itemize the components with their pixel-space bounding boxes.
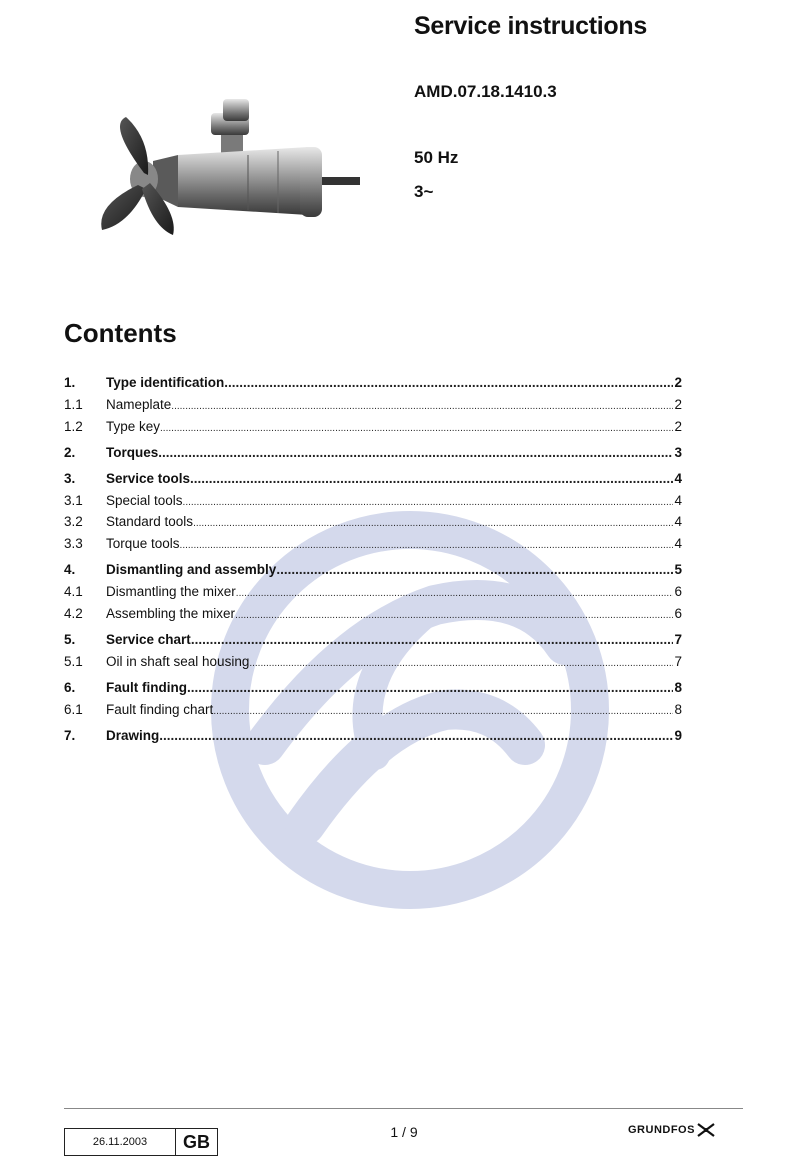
toc-section-title: Fault finding	[106, 679, 187, 695]
toc-page-number: 4	[674, 536, 682, 552]
toc-section-number: 4.2	[64, 605, 83, 621]
toc-section-number: 6.1	[64, 701, 83, 717]
toc-section-title: Service tools	[106, 470, 191, 486]
toc-section-title: Service chart	[106, 631, 191, 647]
toc-section-number: 5.	[64, 631, 76, 647]
frequency-label: 50 Hz	[414, 148, 459, 167]
brand-name: GRUNDFOS	[628, 1124, 695, 1136]
contents-heading: Contents	[64, 318, 177, 348]
toc-entry[interactable]	[64, 606, 682, 628]
toc-entry[interactable]	[64, 397, 682, 419]
toc-section-title: Torque tools	[106, 536, 180, 552]
toc-page-number: 7	[674, 631, 682, 647]
toc-section-title: Special tools	[106, 492, 183, 508]
toc-section-title: Nameplate	[106, 396, 172, 412]
toc-section-number: 3.2	[64, 514, 83, 530]
toc-section-title: Fault finding chart	[106, 701, 214, 717]
toc-section-number: 5.1	[64, 653, 83, 669]
toc-section-title: Type key	[106, 418, 161, 434]
toc-leader-dots	[158, 445, 673, 460]
toc-section-title: Torques	[106, 444, 159, 460]
toc-entry[interactable]	[64, 680, 682, 702]
footer-divider	[64, 1108, 743, 1109]
toc-leader-dots	[180, 540, 674, 551]
toc-page-number: 3	[674, 444, 682, 460]
toc-leader-dots	[183, 497, 674, 508]
table-of-contents	[64, 375, 682, 750]
toc-leader-dots	[160, 423, 673, 434]
document-header	[414, 12, 647, 201]
toc-section-number: 4.	[64, 562, 76, 578]
toc-page-number: 6	[674, 584, 682, 600]
toc-page-number: 4	[674, 514, 682, 530]
toc-section-title: Type identification	[106, 375, 225, 390]
toc-section-title: Drawing	[106, 727, 160, 743]
toc-page-number: 9	[674, 727, 682, 743]
toc-leader-dots	[190, 471, 673, 486]
toc-section-number: 6.	[64, 679, 76, 695]
toc-section-number: 1.	[64, 375, 76, 390]
document-code: AMD.07.18.1410.3	[414, 82, 557, 101]
language-code: GB	[183, 1131, 210, 1152]
toc-entry[interactable]	[64, 493, 682, 515]
toc-leader-dots	[193, 518, 673, 529]
toc-entry[interactable]	[64, 584, 682, 606]
toc-page-number: 2	[674, 396, 682, 412]
toc-page-number: 8	[674, 701, 682, 717]
toc-section-number: 3.3	[64, 536, 83, 552]
toc-section-number: 4.1	[64, 584, 83, 600]
toc-leader-dots	[236, 588, 674, 599]
toc-section-title: Dismantling the mixer	[106, 584, 236, 600]
toc-section-number: 3.	[64, 470, 76, 486]
toc-leader-dots	[224, 375, 673, 390]
grundfos-logo	[628, 1122, 717, 1138]
document-date: 26.11.2003	[65, 1129, 176, 1155]
toc-section-number: 7.	[64, 727, 76, 743]
document-title: Service instructions	[414, 12, 647, 40]
toc-leader-dots	[171, 401, 673, 412]
toc-entry[interactable]	[64, 562, 682, 584]
toc-entry[interactable]	[64, 536, 682, 558]
page-number: 1 / 9	[390, 1124, 418, 1140]
toc-entry[interactable]	[64, 728, 682, 750]
toc-section-number: 1.2	[64, 418, 83, 434]
toc-entry[interactable]	[64, 419, 682, 441]
toc-page-number: 5	[674, 562, 682, 578]
toc-page-number: 7	[674, 653, 682, 669]
toc-page-number: 2	[674, 375, 682, 390]
toc-leader-dots	[191, 632, 674, 647]
mixer-photo	[78, 95, 378, 245]
toc-entry[interactable]	[64, 445, 682, 467]
toc-page-number: 4	[674, 492, 682, 508]
toc-section-number: 2.	[64, 444, 76, 460]
toc-section-title: Assembling the mixer	[106, 605, 236, 621]
toc-leader-dots	[159, 728, 673, 743]
toc-section-title: Oil in shaft seal housing	[106, 653, 250, 669]
toc-section-number: 1.1	[64, 396, 83, 412]
toc-leader-dots	[235, 610, 673, 621]
toc-section-number: 3.1	[64, 492, 83, 508]
toc-leader-dots	[213, 706, 673, 717]
toc-entry[interactable]	[64, 471, 682, 493]
toc-page-number: 2	[674, 418, 682, 434]
toc-entry[interactable]	[64, 514, 682, 536]
toc-section-title: Standard tools	[106, 514, 194, 530]
toc-entry[interactable]	[64, 632, 682, 654]
toc-page-number: 6	[674, 605, 682, 621]
toc-entry[interactable]	[64, 702, 682, 724]
toc-leader-dots	[276, 562, 673, 577]
grundfos-logo-icon	[695, 1122, 717, 1138]
toc-page-number: 4	[674, 470, 682, 486]
toc-section-title: Dismantling and assembly	[106, 562, 277, 578]
phase-label: 3~	[414, 182, 434, 201]
toc-leader-dots	[249, 658, 673, 669]
toc-page-number: 8	[674, 679, 682, 695]
toc-leader-dots	[187, 680, 674, 695]
toc-entry[interactable]	[64, 375, 682, 397]
toc-entry[interactable]	[64, 654, 682, 676]
